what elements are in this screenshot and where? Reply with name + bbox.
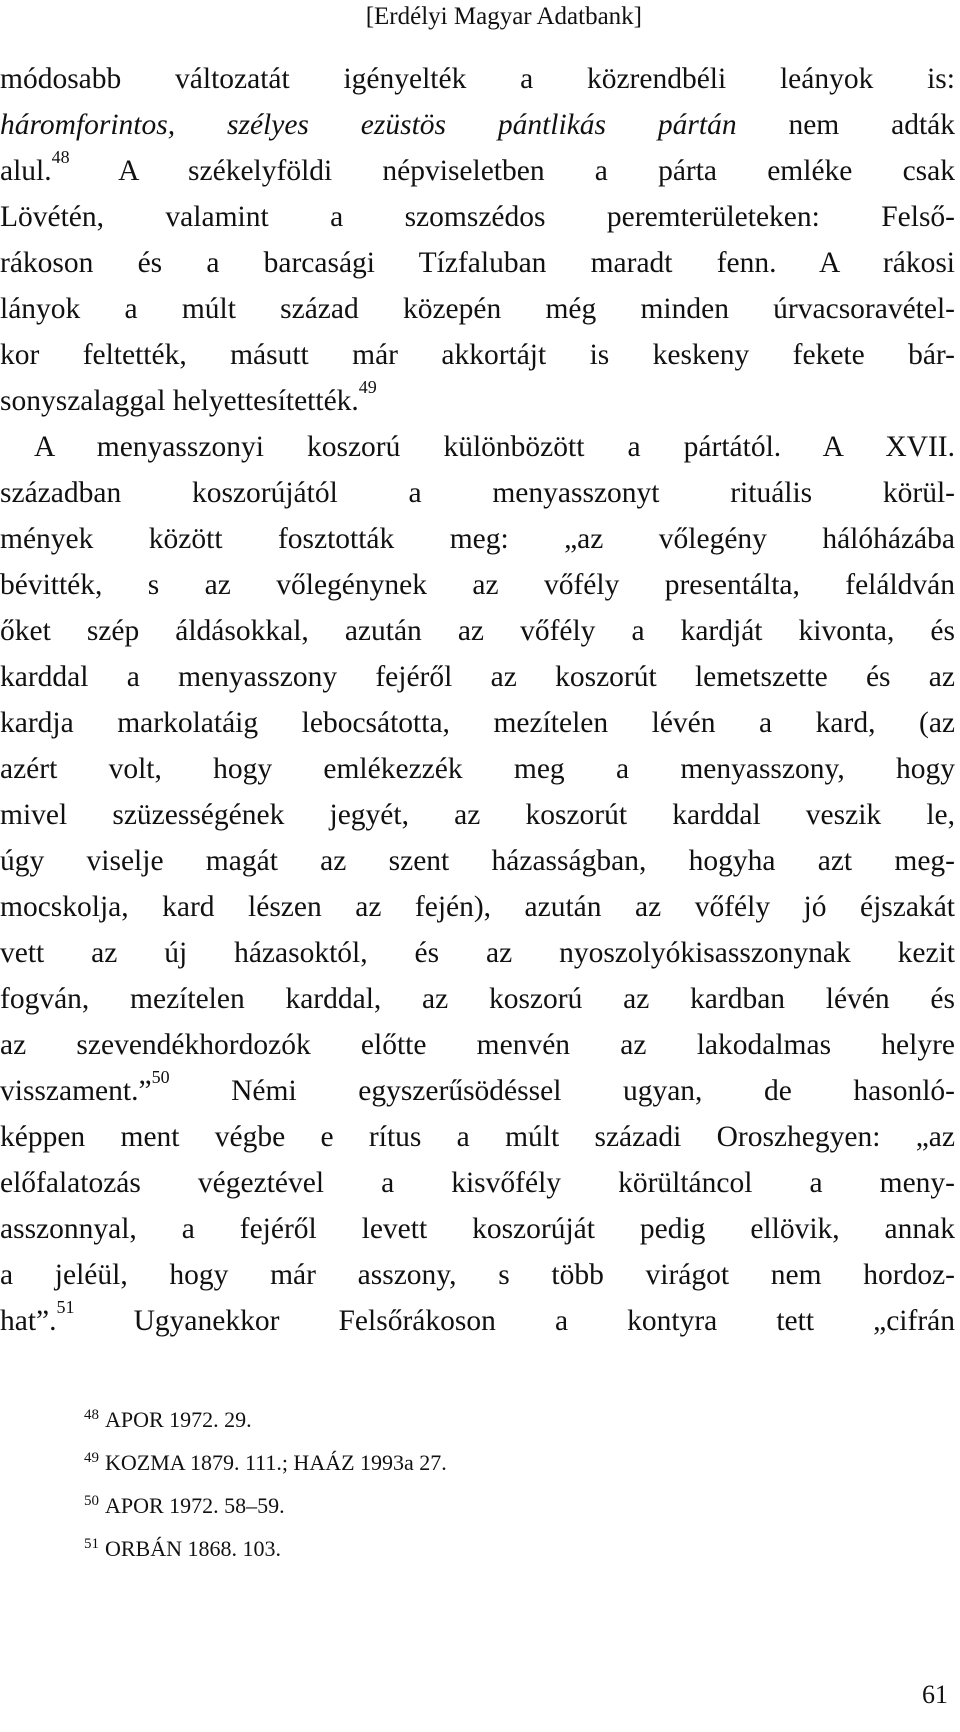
italic-quote: háromforintos, szélyes ezüstös pántlikás pártán — [0, 109, 737, 141]
text-line: karddal a menyasszony fejéről az koszorút lemetszette és az — [0, 661, 955, 693]
text-line: visszament.”$^{50}$ Némi egyszerűsödéssel ugyan, de hasonló- — [0, 1067, 955, 1107]
text-line: vett az új házasoktól, és az nyoszolyókisasszonynak kezit — [0, 937, 955, 969]
text-line: mocskolja, kard lészen az fején), azután az vőfély jó éjszakát — [0, 891, 955, 923]
footnotes — [84, 1398, 447, 1570]
page-number: 61 — [922, 1680, 948, 1709]
footnote-ref-49: 49 — [358, 377, 377, 398]
text-line: bévitték, s az vőlegénynek az vőfély presentálta, feláldván — [0, 569, 955, 601]
footnote-ref-50: 50 — [151, 1067, 170, 1088]
text-line: alul.$^{48}$ A székelyföldi népviseletben a párta emléke csak — [0, 147, 955, 187]
source-header: [Erdélyi Magyar Adatbank] — [365, 3, 642, 30]
text-line: fogván, mezítelen karddal, az koszorú az kardban lévén és — [0, 983, 955, 1015]
text-line: kardja markolatáig lebocsátotta, mezítelen lévén a kard, (az — [0, 707, 955, 739]
footnote-ref-51: 51 — [56, 1297, 75, 1318]
text-line: Lövétén, valamint a szomszédos peremterületeken: Felső- — [0, 201, 955, 233]
text-line: előfalatozás végeztével a kisvőfély körültáncol a meny- — [0, 1167, 955, 1199]
footnote — [84, 1527, 447, 1570]
text-line: képpen ment végbe e rítus a múlt századi Oroszhegyen: „az — [0, 1121, 955, 1153]
footnote — [84, 1484, 447, 1527]
text-line: mivel szüzességének jegyét, az koszorút karddal veszik le, — [0, 799, 955, 831]
footnote — [84, 1441, 447, 1484]
text-line: A menyasszonyi koszorú különbözött a pártától. A XVII. — [34, 431, 955, 463]
text-line: sonyszalaggal helyettesítették.$^{49}$ — [0, 377, 377, 417]
footnote-number: 50 — [84, 1492, 99, 1509]
text-line: században koszorújától a menyasszonyt rituális körül- — [0, 477, 955, 509]
text-line: a jeléül, hogy már asszony, s több virágot nem hordoz- — [0, 1259, 955, 1291]
footnote-text: KOZMA 1879. 111.; HAÁZ 1993a 27. — [105, 1450, 447, 1475]
footnote-ref-48: 48 — [51, 147, 70, 168]
footnote-number: 49 — [84, 1449, 99, 1466]
text-line: mények között fosztották meg: „az vőlegény hálóházába — [0, 523, 955, 555]
footnote-text: ORBÁN 1868. 103. — [105, 1536, 282, 1561]
text-line: lányok a múlt század közepén még minden úrvacsoravétel- — [0, 293, 955, 325]
footnote-number: 51 — [84, 1535, 99, 1552]
paragraph-1 — [0, 56, 955, 424]
text-line: kor feltették, másutt már akkortájt is keskeny fekete bár- — [0, 339, 955, 371]
footnote-number: 48 — [84, 1406, 99, 1423]
paragraph-2 — [0, 424, 955, 1344]
text-line: asszonnyal, a fejéről levett koszorúját pedig ellövik, annak — [0, 1213, 955, 1245]
text-line: úgy viselje magát az szent házasságban, hogyha azt meg- — [0, 845, 955, 877]
text-line: azért volt, hogy emlékezzék meg a menyasszony, hogy — [0, 753, 955, 785]
text-line: hat”.$^{51}$ Ugyanekkor Felsőrákoson a kontyra tett „cifrán — [0, 1297, 955, 1337]
footnote-text: APOR 1972. 58–59. — [105, 1493, 285, 1518]
text-line: háromforintos, szélyes ezüstös pántlikás pártán nem adták — [0, 109, 955, 141]
footnote-text: APOR 1972. 29. — [105, 1407, 252, 1432]
text-line: őket szép áldásokkal, azután az vőfély a kardját kivonta, és — [0, 615, 955, 647]
text-line: módosabb változatát igényelték a közrendbéli leányok is: — [0, 63, 955, 95]
footnote — [84, 1398, 447, 1441]
text-line: rákoson és a barcasági Tízfaluban maradt fenn. A rákosi — [0, 247, 955, 279]
text-line: az szevendékhordozók előtte menvén az lakodalmas helyre — [0, 1029, 955, 1061]
